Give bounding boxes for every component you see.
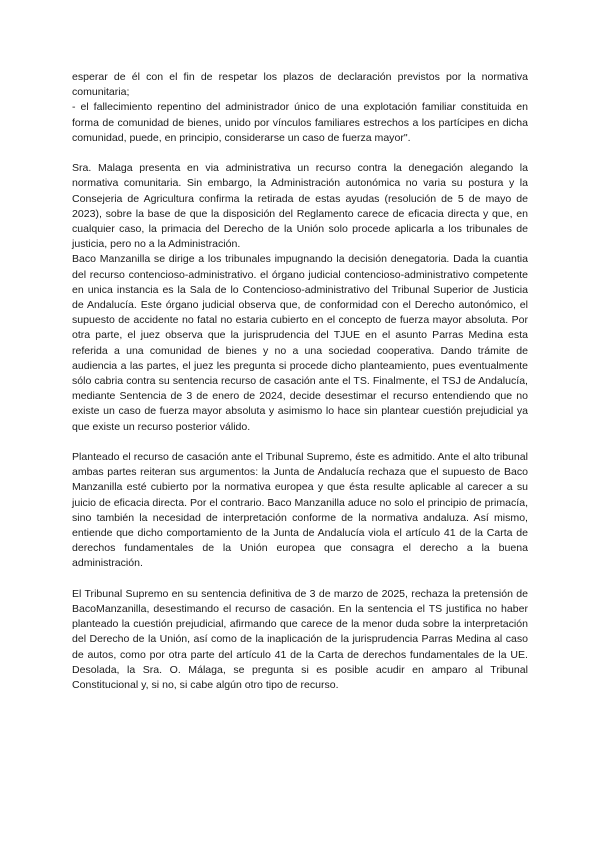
paragraph-administrative-appeal: Sra. Malaga presenta en via administrativa un recurso contra la denegación alegando la normativa comunitaria. Sin embargo, la Administración autonómica no varia su postura y la Consejeria de Agricultura confirma la retirada de estas ayudas (resolución de 5 de mayo de 2023), sobre la base de que la disposición del Reglamento carece de eficacia directa y que, en cualquier caso, la primacia del Derecho de la Unión solo procede aplicarla a los tribunales de justicia, pero no a la Administración. <box>72 162 528 251</box>
paragraph-judicial-challenge: Baco Manzanilla se dirige a los tribunales impugnando la decisión denegatoria. Dada la cuantia del recurso contencioso-administrativo. el órgano judicial contencioso-administrativo competente en unica instancia es la Sala de lo Contencioso-administrativo del Tribunal Superior de Justicia de Andalucía. Este órgano judicial observa que, de conformidad con el Derecho autonómico, el supuesto de accidente no fatal no estaria cubierto en el concepto de fuerza mayor absoluta. Por otra parte, el juez observa que la jurisprudencia del TJUE en el asunto Parras Medina esta referida a una comunidad de bienes y no a una sociedad cooperativa. Dando trámite de audiencia a las partes, el juez les pregunta si procede dicho planteamiento, pues eventualmente sólo cabria contra su sentencia recurso de casación ante el TS. Finalmente, el TSJ de Andalucía, mediante Sentencia de 3 de enero de 2024, decide desestimar el recurso entendiendo que no existe un caso de fuerza mayor absoluta y asimismo lo hace sin plantear cuestión prejudicial ya que existe un recurso posterior válido. <box>72 253 528 433</box>
paragraph-cassation-appeal: Planteado el recurso de casación ante el Tribunal Supremo, éste es admitido. Ante el alto tribunal ambas partes reiteran sus argumentos: la Junta de Andalucía rechaza que el supuesto de Baco Manzanilla esté cubierto por la normativa europea y que ésta resulte aplicable al carecer a su juicio de eficacia directa. Por el contrario. Baco Manzanilla aduce no solo el principio de primacía, sino también la necesidad de interpretación conforme de la normativa andaluza. Así mismo, entiende que dicho comportamiento de la Junta de Andalucía viola el artículo 41 de la Carta de derechos fundamentales de la Unión europea que consagra el derecho a la buena administración. <box>72 451 528 570</box>
paragraph-force-majeure-clause: - el fallecimiento repentino del administrador único de una explotación familiar constituida en forma de comunidad de bienes, unido por vínculos familiares estrechos a los partícipes en dicha comunidad, puede, en principio, considerarse un caso de fuerza mayor". <box>72 101 528 144</box>
paragraph-supreme-court-ruling: El Tribunal Supremo en su sentencia definitiva de 3 de marzo de 2025, rechaza la pretensión de BacoManzanilla, desestimando el recurso de casación. En la sentencia el TS justifica no haber planteado la cuestión prejudicial, afirmando que carece de la menor duda sobre la interpretación del Derecho de la Unión, así como de la inaplicación de la jurisprudencia Parras Medina al caso de autos, como por otra parte del artículo 41 de la Carta de derechos fundamentales de la UE. Desolada, la Sra. O. Málaga, se pregunta si es posible acudir en amparo al Tribunal Constitucional y, si no, si cabe algún otro tipo de recurso. <box>72 587 528 692</box>
paragraph-deadline-clause: esperar de él con el fin de respetar los plazos de declaración previstos por la normativa comunitaria; <box>72 71 528 99</box>
document-page <box>72 70 528 693</box>
